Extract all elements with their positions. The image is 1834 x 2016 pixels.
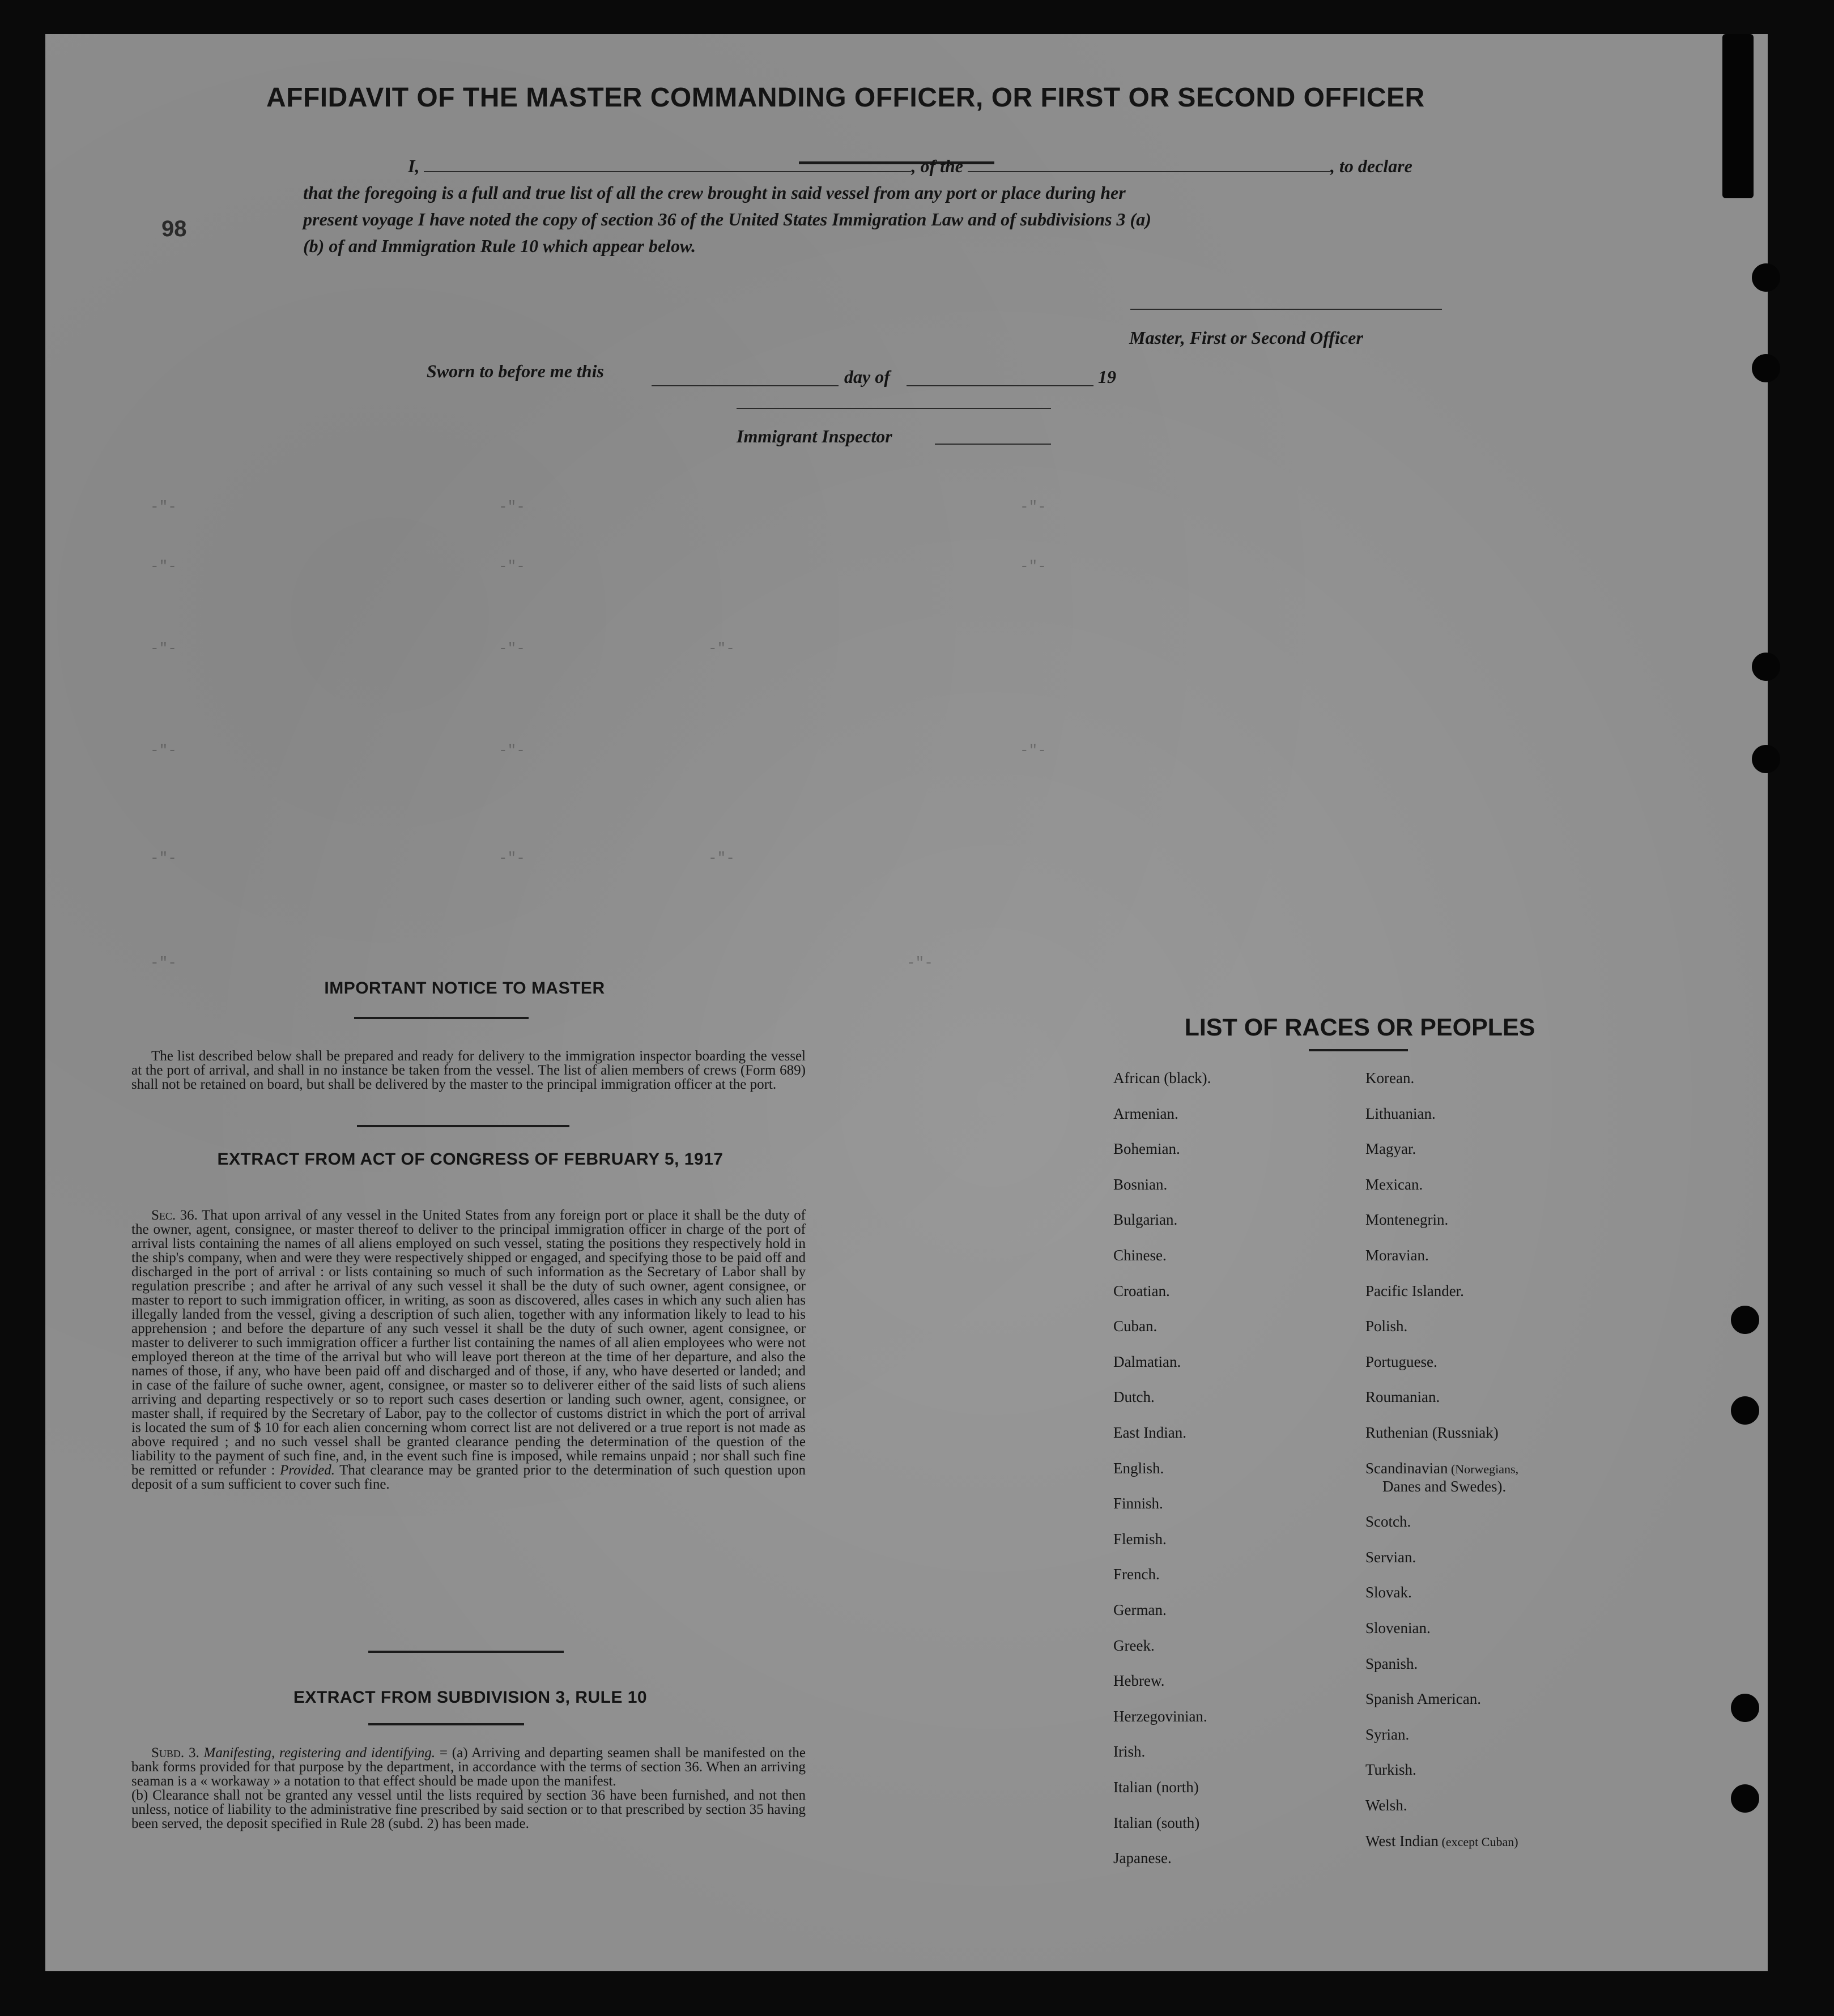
- race-item: Bosnian.: [1113, 1175, 1168, 1193]
- ditto-mark: -"-: [499, 640, 525, 657]
- race-item: French.: [1113, 1566, 1160, 1583]
- notice-heading: IMPORTANT NOTICE TO MASTER: [324, 979, 605, 998]
- notice-bottom-rule: [357, 1125, 569, 1127]
- decl-to-declare: , to declare: [1330, 156, 1412, 176]
- act-body: That upon arrival of any vessel in the United States from any foreign port or place it shall be the duty of the owner, agent, consignee, or master thereof to deliver to the principal immigration officer in charge of the port of arrival lists containing the names of all aliens employed on such vessel, stating the positions they respectively hold in the ship's company, when and were they were respectively shipped or engaged, and specifying those to be paid off and discharged in the port of arrival : or lists containing so much of such information as the Secretary of Labor shall by regulation prescribe ; and after he arrival of any such vessel it shall be the duty of such owner, agent consignee, or master to report to such immigration officer, in writing, as soon as discovered, alles cases in which any such alien has illegally landed from the vessel, giving a description of such alien, together with any information likely to lead to his apprehension ; and before the departure of any such vessel it shall be the duty of such owner, agent consignee, or master to deliverer to such immigration officer a further list containing the names of all alien employees who were not employed thereon at the time of the arrival but who will leave port thereon at the time of her departure, and also the names of those, if any, who have been paid off and discharged and of those, if any, who have deserted or landed; and in case of the failure of suche owner, agent, consignee, or master so to deliverer either of the said lists of such aliens arriving and departing respectively or so to report such cases desertion or landing such owner, agent, consignee, or master shall, if required by the Secretary of Labor, pay to the collector of customs district in which the port of arrival is located the sum of $ 10 for each alien concerning whom correct list are not delivered or a true report is not made as above required ; and no such vessel shall be granted clearance pending the determination of the question of the liability to the payment of such fine, and, in the event such fine is imposed, while remains unpaid ; nor shall such fine be remitted or refunder :: [131, 1208, 806, 1478]
- race-item: Dalmatian.: [1113, 1353, 1181, 1370]
- west-indian-note: (except Cuban): [1439, 1834, 1518, 1849]
- affidavit-title: AFFIDAVIT OF THE MASTER COMMANDING OFFICER, OR FIRST OR SECOND OFFICER: [266, 83, 1425, 113]
- act-provided: Provided.: [280, 1463, 335, 1478]
- act-bottom-rule: [368, 1651, 564, 1653]
- vessel-name-field[interactable]: [968, 155, 1330, 172]
- ditto-mark: -"-: [150, 742, 177, 759]
- race-item: Scotch.: [1365, 1513, 1411, 1531]
- rule-text: [131, 1746, 806, 1831]
- rule-subd-title: Manifesting, registering and identifying.: [203, 1745, 436, 1761]
- decl-line-4: (b) of and Immigration Rule 10 which appear below.: [303, 236, 696, 256]
- ditto-mark: -"-: [499, 850, 525, 867]
- rule-text-a: = (a) Arriving and departing seamen shall be manifested on the bank forms provided for that purpose by the department, in accordance with the terms of section 36. When an arriving seaman is a « workaway » a notation to that effect should be made upon the manifest.: [131, 1745, 806, 1789]
- act-heading: EXTRACT FROM ACT OF CONGRESS OF FEBRUARY 5, 1917: [217, 1150, 724, 1169]
- rule-heading: EXTRACT FROM SUBDIVISION 3, RULE 10: [293, 1688, 648, 1707]
- race-item: Servian.: [1365, 1548, 1416, 1566]
- punch-hole: [1731, 1694, 1759, 1722]
- race-item: Turkish.: [1365, 1761, 1416, 1779]
- race-item: Portuguese.: [1365, 1353, 1437, 1370]
- ditto-mark: -"-: [907, 954, 933, 971]
- punch-hole: [1731, 1784, 1759, 1813]
- binder-tab: [1722, 34, 1754, 198]
- race-item: Ruthenian (Russniak): [1365, 1424, 1499, 1441]
- race-item: Slovenian.: [1365, 1619, 1431, 1636]
- race-item: Bulgarian.: [1113, 1211, 1178, 1229]
- race-item: Mexican.: [1365, 1175, 1423, 1193]
- race-item: Hebrew.: [1113, 1672, 1165, 1690]
- race-item: Japanese.: [1113, 1849, 1172, 1867]
- race-item: Italian (north): [1113, 1779, 1199, 1796]
- race-item: Finnish.: [1113, 1495, 1163, 1512]
- race-item: Montenegrin.: [1365, 1211, 1449, 1229]
- ditto-mark: -"-: [150, 558, 177, 575]
- race-item: Herzegovinian.: [1113, 1707, 1207, 1725]
- ditto-mark: -"-: [499, 558, 525, 575]
- punch-hole: [1731, 1396, 1759, 1425]
- master-signature-label: Master, First or Second Officer: [1129, 327, 1363, 348]
- notice-text: [131, 1049, 806, 1092]
- ditto-mark: -"-: [150, 498, 177, 515]
- sworn-label: Sworn to before me this: [427, 361, 604, 381]
- race-item: Moravian.: [1365, 1247, 1429, 1264]
- race-item: Korean.: [1365, 1069, 1415, 1086]
- decl-i: I,: [408, 156, 420, 176]
- race-item: Polish.: [1365, 1318, 1408, 1335]
- scandinavian-note: (Norwegians,: [1448, 1461, 1519, 1476]
- decl-line-2: that the foregoing is a full and true list of all the crew brought in said vessel from any port or place during her: [303, 182, 1126, 203]
- sworn-month-field[interactable]: [907, 385, 1093, 386]
- race-item: Welsh.: [1365, 1797, 1407, 1814]
- punch-hole: [1731, 1306, 1759, 1334]
- year-prefix: 19: [1098, 366, 1116, 387]
- officer-name-field[interactable]: [424, 155, 911, 172]
- ditto-mark: -"-: [1020, 498, 1046, 515]
- ditto-mark: -"-: [708, 640, 735, 657]
- decl-line-3: present voyage I have noted the copy of section 36 of the United States Immigration Law and of subdivisions 3 (a): [303, 209, 1151, 229]
- race-item: Cuban.: [1113, 1318, 1158, 1335]
- sworn-day-field[interactable]: [652, 385, 839, 386]
- race-item: Roumanian.: [1365, 1388, 1440, 1406]
- race-item: Scandinavian (Norwegians,: [1365, 1459, 1519, 1477]
- race-item: Dutch.: [1113, 1388, 1155, 1406]
- race-item: Italian (south): [1113, 1814, 1200, 1831]
- ditto-mark: -"-: [150, 640, 177, 657]
- day-of-label: day of: [844, 366, 890, 387]
- rule-underline: [368, 1723, 524, 1725]
- race-item: Chinese.: [1113, 1247, 1167, 1264]
- inspector-signature-line[interactable]: [737, 408, 1051, 409]
- race-item: Croatian.: [1113, 1282, 1170, 1299]
- inspector-label: Immigrant Inspector: [737, 426, 892, 446]
- act-text: [131, 1208, 806, 1491]
- race-item: Syrian.: [1365, 1725, 1410, 1743]
- race-item: Slovak.: [1365, 1584, 1412, 1601]
- race-item: East Indian.: [1113, 1424, 1186, 1441]
- race-item: West Indian (except Cuban): [1365, 1832, 1518, 1849]
- ditto-mark: -"-: [150, 850, 177, 867]
- rule-text-b: (b) Clearance shall not be granted any vessel until the lists required by section 36 have been furnished, and not then unless, notice of liability to the administrative fine prescribed by said section or to that prescribed by section 35 having been served, the deposit specified in Rule 28 (subd. 2) has been made.: [131, 1788, 806, 1831]
- decl-of-the: , of the: [911, 156, 963, 176]
- race-item: Greek.: [1113, 1636, 1155, 1654]
- races-heading: LIST OF RACES OR PEOPLES: [1184, 1014, 1535, 1041]
- master-signature-line[interactable]: [1130, 309, 1442, 310]
- notice-paragraph: The list described below shall be prepared and ready for delivery to the immigration inspector boarding the vessel at the port of arrival, and shall in no instance be taken from the vessel. The list of alien members of crews (Form 689) shall not be retained on board, but shall be delivered by the master to the principal immigration officer at the port.: [131, 1049, 806, 1092]
- ditto-mark: -"-: [499, 742, 525, 759]
- ditto-mark: -"-: [1020, 558, 1046, 575]
- scandinavian-note-2: Danes and Swedes).: [1382, 1477, 1507, 1495]
- race-item: German.: [1113, 1601, 1167, 1618]
- punch-hole: [1752, 745, 1780, 773]
- corner-number: 98: [161, 216, 187, 241]
- race-item: Lithuanian.: [1365, 1105, 1436, 1122]
- affidavit-declaration: [303, 153, 1504, 259]
- ditto-mark: -"-: [499, 498, 525, 515]
- race-item: Pacific Islander.: [1365, 1282, 1464, 1299]
- punch-hole: [1752, 263, 1780, 292]
- inspector-trailing-line: [935, 444, 1051, 445]
- races-underline: [1309, 1049, 1408, 1051]
- punch-hole: [1752, 354, 1780, 382]
- ditto-mark: -"-: [1020, 742, 1046, 759]
- race-item: English.: [1113, 1459, 1164, 1477]
- rule-subd-label: Subd. 3.: [151, 1745, 199, 1761]
- notice-underline: [354, 1017, 529, 1019]
- race-item: Spanish.: [1365, 1655, 1418, 1672]
- ditto-mark: -"-: [708, 850, 735, 867]
- race-item: Magyar.: [1365, 1140, 1416, 1158]
- race-item: Bohemian.: [1113, 1140, 1180, 1158]
- punch-hole: [1752, 653, 1780, 681]
- act-body-end: That clearance may be granted prior to the determination of such question upon deposit of a sum sufficient to cover such fine.: [131, 1463, 806, 1492]
- race-item: Spanish American.: [1365, 1690, 1481, 1708]
- race-item: Armenian.: [1113, 1105, 1178, 1122]
- race-item: African (black).: [1113, 1069, 1211, 1086]
- document-sheet: [45, 34, 1768, 1971]
- race-item: Irish.: [1113, 1743, 1146, 1761]
- race-item: Flemish.: [1113, 1530, 1167, 1548]
- ditto-mark: -"-: [150, 954, 177, 971]
- act-sec-label: Sec. 36.: [151, 1208, 198, 1223]
